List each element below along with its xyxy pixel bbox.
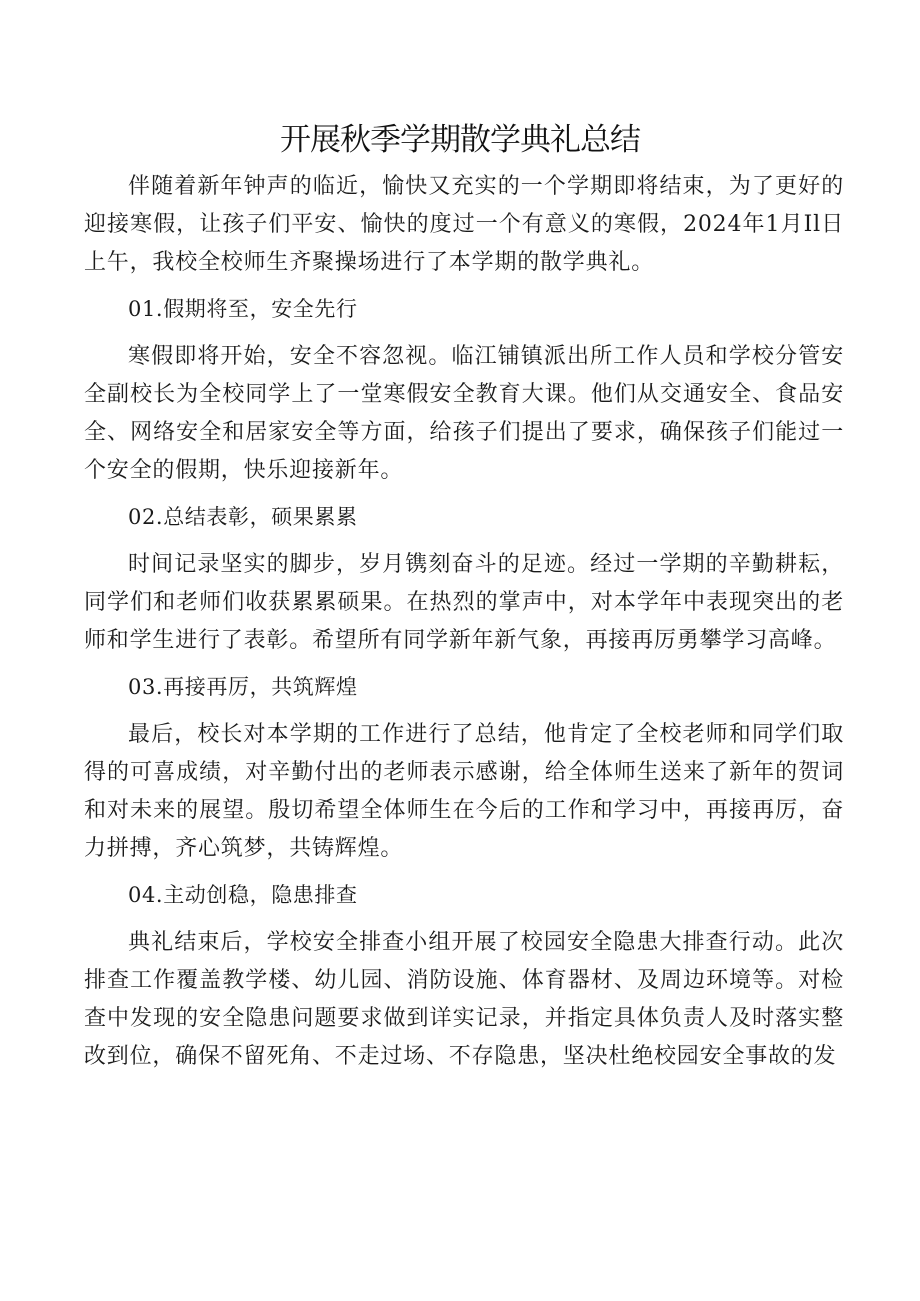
section-heading-4: 04.主动创稳，隐患排查 — [128, 883, 358, 907]
document-title: 开展秋季学期散学典礼总结 — [280, 122, 640, 158]
intro-paragraph: 伴随着新年钟声的临近，愉快又充实的一个学期即将结束，为了更好的迎接寒假，让孩子们平安、愉快的度过一个有意义的寒假，2024年1月Il日上午，我校全校师生齐聚操场进行了本学期的散学典礼。 — [84, 174, 844, 275]
section-paragraph-2: 时间记录坚实的脚步，岁月镌刻奋斗的足迹。经过一学期的辛勤耕耘，同学们和老师们收获累累硕果。在热烈的掌声中，对本学年中表现突出的老师和学生进行了表彰。希望所有同学新年新气象，再接再厉勇攀学习高峰。 — [84, 552, 844, 653]
document-body — [84, 168, 844, 1076]
section-heading-1: 01.假期将至，安全先行 — [128, 297, 358, 321]
section-paragraph-3: 最后，校长对本学期的工作进行了总结，他肯定了全校老师和同学们取得的可喜成绩，对辛勤付出的老师表示感谢，给全体师生送来了新年的贺词和对未来的展望。殷切希望全体师生在今后的工作和学习中，再接再厉，奋力拼搏，齐心筑梦，共铸辉煌。 — [84, 722, 844, 861]
section-heading-3: 03.再接再厉，共筑辉煌 — [128, 675, 358, 699]
section-paragraph-1: 寒假即将开始，安全不容忽视。临江铺镇派出所工作人员和学校分管安全副校长为全校同学上了一堂寒假安全教育大课。他们从交通安全、食品安全、网络安全和居家安全等方面，给孩子们提出了要求，确保孩子们能过一个安全的假期，快乐迎接新年。 — [84, 344, 844, 483]
section-paragraph-4: 典礼结束后，学校安全排查小组开展了校园安全隐患大排查行动。此次排查工作覆盖教学楼、幼儿园、消防设施、体育器材、及周边环境等。对检查中发现的安全隐患问题要求做到详实记录，并指定具体负责人及时落实整改到位，确保不留死角、不走过场、不存隐患，坚决杜绝校园安全事故的发 — [84, 930, 844, 1069]
section-heading-2: 02.总结表彰，硕果累累 — [128, 505, 358, 529]
